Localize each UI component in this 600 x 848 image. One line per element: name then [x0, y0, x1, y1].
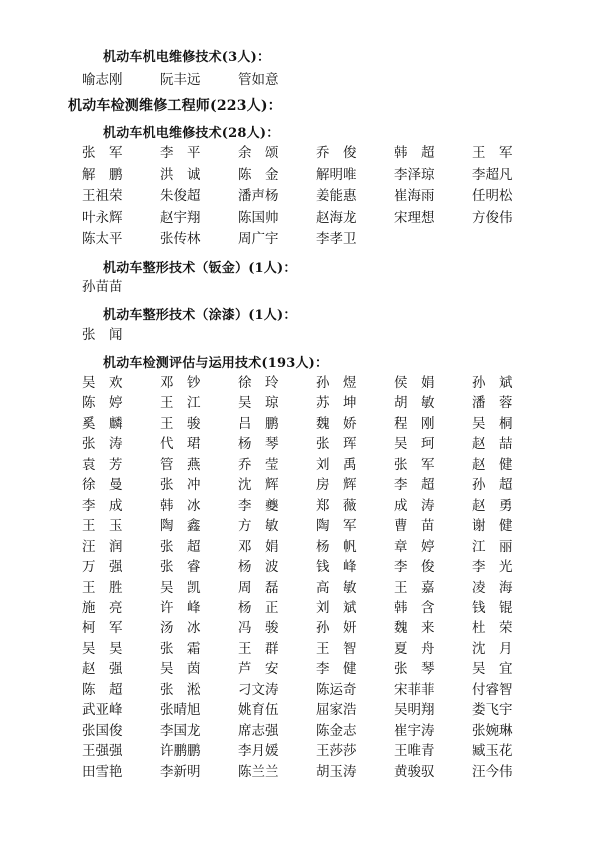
person-name: 万 强 [82, 559, 123, 576]
person-name: 张 涛 [82, 436, 123, 453]
person-name: 姚育伍 [238, 702, 279, 719]
person-name: 芦 安 [238, 661, 279, 678]
person-name: 吴 桐 [472, 415, 513, 432]
person-name: 张国俊 [82, 722, 123, 739]
person-name: 李 超 [394, 477, 435, 494]
person-name: 赵海龙 [316, 209, 357, 226]
person-name: 陈金志 [316, 722, 357, 739]
person-name: 崔宇涛 [394, 722, 435, 739]
person-name: 高 敏 [316, 579, 357, 596]
person-name: 江 丽 [472, 538, 513, 555]
person-name: 吴 欢 [82, 375, 123, 391]
person-name: 潘 蓉 [472, 395, 513, 412]
person-name: 奚 麟 [82, 415, 123, 432]
person-name: 吴 宜 [472, 661, 513, 678]
person-name: 喻志刚 [82, 72, 123, 88]
person-name: 赵 喆 [472, 436, 513, 453]
person-name: 魏 来 [394, 620, 435, 637]
person-name: 李泽琼 [394, 166, 435, 183]
person-name: 钱 峰 [316, 559, 357, 576]
person-name: 管 燕 [160, 456, 201, 473]
person-name: 苏 坤 [316, 395, 357, 412]
person-name: 曹 苗 [394, 518, 435, 535]
person-name: 李 平 [160, 145, 201, 161]
person-name: 汤 冰 [160, 620, 201, 637]
person-name: 王 江 [160, 395, 201, 412]
person-name: 屈家浩 [316, 702, 357, 719]
person-name: 解明唯 [316, 166, 357, 183]
person-name: 陈 婷 [82, 395, 123, 412]
section-heading: 机动车机电维修技术(28人)： [103, 126, 280, 141]
section-heading: 机动车检测评估与运用技术(193人)： [103, 356, 329, 371]
person-name: 黄骏驭 [394, 763, 435, 780]
person-name: 魏 娇 [316, 415, 357, 432]
person-name: 张晴旭 [160, 702, 201, 719]
person-name: 程 刚 [394, 415, 435, 432]
person-name: 任明松 [472, 188, 513, 204]
person-name: 王 胜 [82, 579, 123, 596]
person-name: 洪 诚 [160, 166, 201, 183]
person-name: 阮丰远 [160, 72, 201, 88]
person-name: 李 健 [316, 661, 357, 678]
person-name: 叶永辉 [82, 209, 123, 226]
person-name: 张 闻 [82, 327, 123, 343]
person-name: 吴 昊 [82, 640, 123, 657]
person-name: 田雪艳 [82, 763, 123, 780]
person-name: 孙 妍 [316, 620, 357, 637]
person-name: 宋理想 [394, 209, 435, 226]
person-name: 侯 娟 [394, 375, 435, 391]
person-name: 张 霜 [160, 640, 201, 657]
person-name: 李 光 [472, 559, 513, 576]
person-name: 姜能惠 [316, 188, 357, 204]
person-name: 方俊伟 [472, 209, 513, 226]
person-name: 付睿智 [472, 681, 513, 698]
person-name: 徐 玲 [238, 375, 279, 391]
person-name: 陈太平 [82, 231, 123, 247]
person-name: 张传林 [160, 231, 201, 247]
person-name: 周 磊 [238, 579, 279, 596]
person-name: 沈 辉 [238, 477, 279, 494]
person-name: 代 珺 [160, 436, 201, 453]
person-name: 冯 骏 [238, 620, 279, 637]
person-name: 赵 健 [472, 456, 513, 473]
person-name: 周广宇 [238, 231, 279, 247]
person-name: 杜 荣 [472, 620, 513, 637]
person-name: 张 琴 [394, 661, 435, 678]
person-name: 徐 曼 [82, 477, 123, 494]
person-name: 刘 禹 [316, 456, 357, 473]
person-name: 柯 军 [82, 620, 123, 637]
person-name: 杨 帆 [316, 538, 357, 555]
person-name: 王 智 [316, 640, 357, 657]
person-name: 潘声杨 [238, 188, 279, 204]
person-name: 张 军 [82, 145, 123, 161]
person-name: 成 涛 [394, 497, 435, 514]
category-heading: 机动车检测维修工程师(223人)： [68, 98, 282, 114]
person-name: 许 峰 [160, 599, 201, 616]
person-name: 管如意 [238, 72, 279, 88]
person-name: 夏 舟 [394, 640, 435, 657]
person-name: 王 群 [238, 640, 279, 657]
person-name: 张 睿 [160, 559, 201, 576]
person-name: 李孝卫 [316, 231, 357, 247]
person-name: 李新明 [160, 763, 201, 780]
person-name: 解 鹏 [82, 166, 123, 183]
person-name: 胡 敏 [394, 395, 435, 412]
person-name: 张 珲 [316, 436, 357, 453]
person-name: 陈兰兰 [238, 763, 279, 780]
person-name: 陈 金 [238, 166, 279, 183]
person-name: 房 辉 [316, 477, 357, 494]
person-name: 刁文涛 [238, 681, 279, 698]
person-name: 杨 琴 [238, 436, 279, 453]
person-name: 陈国帅 [238, 209, 279, 226]
person-name: 韩 超 [394, 145, 435, 161]
person-name: 李 成 [82, 497, 123, 514]
person-name: 孙 煜 [316, 375, 357, 391]
person-name: 王莎莎 [316, 743, 357, 760]
person-name: 朱俊超 [160, 188, 201, 204]
section-heading: 机动车整形技术（涂漆）(1人)： [103, 308, 297, 323]
person-name: 张 军 [394, 456, 435, 473]
person-name: 乔 俊 [316, 145, 357, 161]
person-name: 赵 强 [82, 661, 123, 678]
person-name: 吴 凯 [160, 579, 201, 596]
person-name: 张婉琳 [472, 722, 513, 739]
person-name: 杨 波 [238, 559, 279, 576]
person-name: 余 颂 [238, 145, 279, 161]
person-name: 李月媛 [238, 743, 279, 760]
person-name: 李国龙 [160, 722, 201, 739]
person-name: 谢 健 [472, 518, 513, 535]
person-name: 韩 冰 [160, 497, 201, 514]
person-name: 张 冲 [160, 477, 201, 494]
person-name: 吴明翔 [394, 702, 435, 719]
person-name: 张 超 [160, 538, 201, 555]
person-name: 陈运奇 [316, 681, 357, 698]
person-name: 王 嘉 [394, 579, 435, 596]
person-name: 汪 润 [82, 538, 123, 555]
person-name: 陶 鑫 [160, 518, 201, 535]
person-name: 王 玉 [82, 518, 123, 535]
person-name: 袁 芳 [82, 456, 123, 473]
person-name: 宋菲菲 [394, 681, 435, 698]
person-name: 李 夔 [238, 497, 279, 514]
person-name: 吕 鹏 [238, 415, 279, 432]
person-name: 赵宇翔 [160, 209, 201, 226]
person-name: 杨 正 [238, 599, 279, 616]
person-name: 陶 军 [316, 518, 357, 535]
person-name: 王强强 [82, 743, 123, 760]
person-name: 臧玉花 [472, 743, 513, 760]
person-name: 刘 斌 [316, 599, 357, 616]
person-name: 邓 钞 [160, 375, 201, 391]
person-name: 李超凡 [472, 166, 513, 183]
person-name: 凌 海 [472, 579, 513, 596]
person-name: 郑 薇 [316, 497, 357, 514]
section-heading: 机动车机电维修技术(3人)： [103, 50, 271, 65]
section-heading: 机动车整形技术（钣金）(1人)： [103, 261, 297, 276]
person-name: 孙 斌 [472, 375, 513, 391]
person-name: 王 骏 [160, 415, 201, 432]
person-name: 李 俊 [394, 559, 435, 576]
person-name: 许鹏鹏 [160, 743, 201, 760]
person-name: 吴 茵 [160, 661, 201, 678]
person-name: 施 亮 [82, 599, 123, 616]
person-name: 钱 锟 [472, 599, 513, 616]
person-name: 王 军 [472, 145, 513, 161]
person-name: 邓 娟 [238, 538, 279, 555]
person-name: 方 敏 [238, 518, 279, 535]
person-name: 王唯青 [394, 743, 435, 760]
person-name: 崔海雨 [394, 188, 435, 204]
person-name: 王祖荣 [82, 188, 123, 204]
person-name: 胡玉涛 [316, 763, 357, 780]
person-name: 汪今伟 [472, 763, 513, 780]
person-name: 孙 超 [472, 477, 513, 494]
person-name: 张 淞 [160, 681, 201, 698]
person-name: 席志强 [238, 722, 279, 739]
person-name: 吴 珂 [394, 436, 435, 453]
person-name: 吴 琼 [238, 395, 279, 412]
person-name: 陈 超 [82, 681, 123, 698]
person-name: 赵 勇 [472, 497, 513, 514]
person-name: 孙苗苗 [82, 279, 123, 295]
person-name: 章 婷 [394, 538, 435, 555]
person-name: 武亚峰 [82, 702, 123, 719]
person-name: 韩 含 [394, 599, 435, 616]
person-name: 乔 莹 [238, 456, 279, 473]
person-name: 娄飞宇 [472, 702, 513, 719]
person-name: 沈 月 [472, 640, 513, 657]
